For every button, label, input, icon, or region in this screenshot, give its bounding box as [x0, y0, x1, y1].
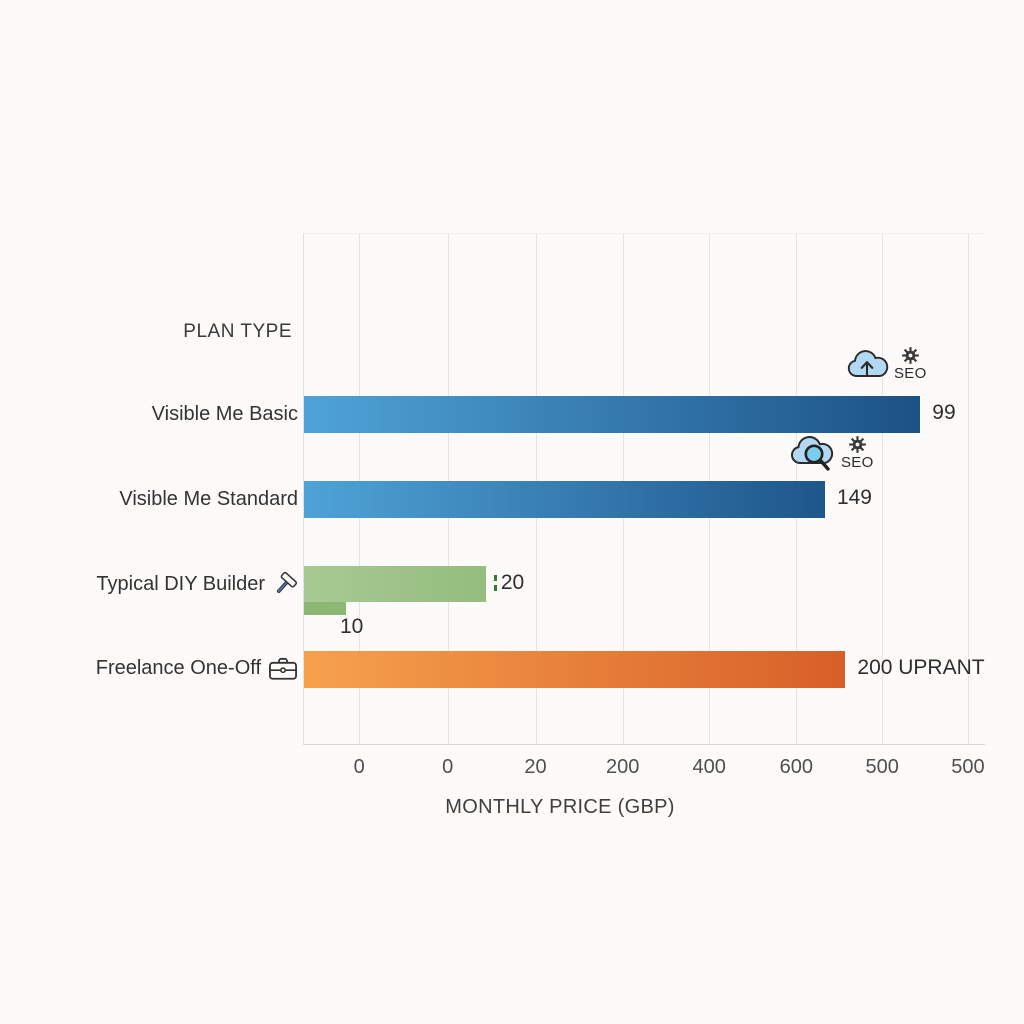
sub-bar-value-label: [340, 615, 363, 639]
x-tick-label: 0: [442, 756, 454, 778]
plot-area: [303, 233, 985, 778]
row-label-typical-diy-builder: [0, 569, 298, 599]
hammer-icon: [272, 571, 298, 597]
x-tick-label: 600: [779, 756, 814, 778]
row-label-visible-me-basic: [0, 399, 298, 429]
x-tick-label: 20: [524, 756, 547, 778]
bar-value-label: [494, 571, 524, 595]
bar-value-label: [932, 401, 955, 425]
seo-label: SEO: [841, 454, 874, 471]
column-header: PLAN TYPE: [183, 321, 292, 342]
bar-value-label: [857, 656, 984, 680]
gear-icon: [901, 346, 920, 365]
sub-bar-typical-diy-builder: [304, 602, 346, 615]
cloud-upload-icon: [844, 346, 890, 383]
seo-label: SEO: [894, 365, 927, 382]
row-label-text: Visible Me Basic: [151, 402, 298, 425]
briefcase-icon: [268, 656, 298, 681]
x-axis-title: MONTHLY PRICE (GBP): [445, 796, 675, 818]
bar-value-label: [837, 486, 872, 510]
value-text: 149: [836, 486, 872, 509]
gear-icon: [848, 435, 867, 454]
row-label-text: Visible Me Standard: [119, 487, 298, 510]
bar-visible-me-standard: [304, 481, 825, 518]
x-tick-label: 500: [865, 756, 899, 778]
bar-typical-diy-builder: [304, 566, 486, 602]
row-label-visible-me-standard: [0, 484, 298, 514]
x-tick-label: 200: [606, 756, 640, 778]
row-label-freelance-one-off: [0, 653, 298, 683]
x-tick-label: 500: [951, 756, 985, 778]
value-text: 99: [932, 401, 956, 424]
x-tick-label: 0: [353, 756, 365, 778]
seo-badge-standard: [787, 435, 874, 475]
value-text: 200 UPRANT: [857, 656, 985, 679]
dash-marker: [494, 575, 497, 591]
bar-freelance-one-off: [304, 651, 845, 688]
row-label-text: Freelance One-Off: [95, 656, 261, 679]
value-text: 10: [340, 615, 364, 638]
value-text: 20: [500, 571, 525, 594]
x-tick-label: 400: [692, 756, 726, 778]
bar-visible-me-basic: [304, 396, 920, 433]
row-label-text: Typical DIY Builder: [96, 572, 265, 595]
seo-badge-basic: [844, 346, 927, 383]
cloud-search-icon: [787, 435, 837, 475]
